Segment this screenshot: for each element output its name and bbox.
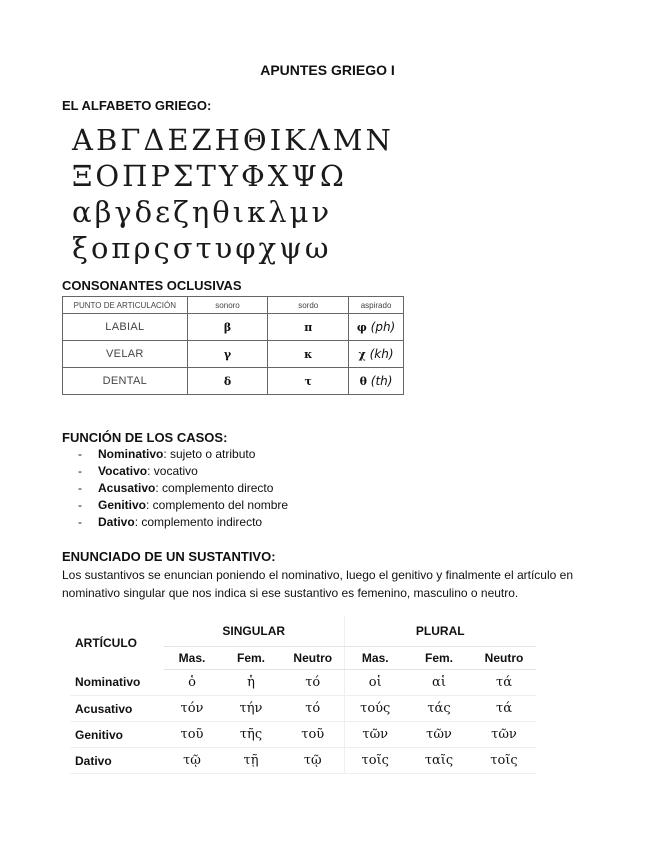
- article-table: [70, 616, 536, 774]
- article-form: τόν: [164, 696, 220, 722]
- case-name: Acusativo: [98, 481, 156, 495]
- plural-header: PLURAL: [344, 616, 536, 647]
- table-row: [70, 670, 536, 696]
- article-label: ARTÍCULO: [75, 635, 137, 650]
- article-form: τό: [282, 696, 344, 722]
- gender-header: Neutro: [282, 647, 344, 670]
- sordo-cell: τ: [268, 368, 349, 395]
- header-cell: PUNTO DE ARTICULACIÓN: [63, 297, 188, 314]
- case-label: Genitivo: [70, 722, 164, 748]
- article-form: τοῦ: [282, 722, 344, 748]
- case-description: : complemento indirecto: [134, 515, 263, 529]
- transliteration: (ph): [370, 320, 396, 334]
- article-form: τούς: [344, 696, 406, 722]
- list-item: - Vocativo: vocativo: [78, 464, 198, 478]
- table-row: [63, 341, 404, 368]
- aspirado-letter: φ: [356, 321, 367, 334]
- article-form: τοῖς: [472, 748, 536, 774]
- article-form: τοῖς: [344, 748, 406, 774]
- table-row: [63, 368, 404, 395]
- gender-header: Mas.: [344, 647, 406, 670]
- noun-paragraph: Los sustantivos se enuncian poniendo el nominativo, luego el genitivo y finalmente el artículo en nominativo singular que nos indica si ese sustantivo es femenino, masculino o neutro.: [62, 568, 573, 600]
- list-item: - Dativo: complemento indirecto: [78, 515, 263, 529]
- article-form: ταῖς: [406, 748, 472, 774]
- alphabet-uppercase-line-1: ΑΒΓΔΕΖΗΘΙΚΛΜΝ: [72, 123, 394, 157]
- case-name: Nominativo: [98, 447, 164, 461]
- list-item: - Nominativo: sujeto o atributo: [78, 447, 256, 461]
- list-item: - Genitivo: complemento del nombre: [78, 498, 289, 512]
- case-label: Acusativo: [70, 696, 164, 722]
- article-form: τῶν: [406, 722, 472, 748]
- consonants-header-row: [63, 297, 404, 314]
- case-description: : complemento directo: [155, 481, 274, 495]
- article-form: τῆς: [220, 722, 282, 748]
- list-item: - Acusativo: complemento directo: [78, 481, 274, 495]
- article-form: τῷ: [164, 748, 220, 774]
- case-description: : sujeto o atributo: [163, 447, 256, 461]
- table-row: [70, 748, 536, 774]
- header-cell: aspirado: [349, 297, 404, 314]
- article-form: τήν: [220, 696, 282, 722]
- case-name: Genitivo: [98, 498, 147, 512]
- table-row: [70, 722, 536, 748]
- cases-list: [64, 446, 288, 531]
- case-name: Dativo: [98, 515, 135, 529]
- aspirado-cell: [349, 341, 404, 368]
- sonoro-cell: γ: [187, 341, 268, 368]
- article-form: τῶν: [344, 722, 406, 748]
- consonants-heading: CONSONANTES OCLUSIVAS: [62, 278, 242, 293]
- header-cell: sordo: [268, 297, 349, 314]
- row-label: VELAR: [63, 341, 188, 368]
- alphabet-lowercase-line-1: αβγδεζηθικλμν: [72, 195, 333, 229]
- gender-header: Fem.: [220, 647, 282, 670]
- article-form: τά: [472, 670, 536, 696]
- row-label: LABIAL: [63, 314, 188, 341]
- case-name: Vocativo: [98, 464, 148, 478]
- singular-header: SINGULAR: [164, 616, 344, 647]
- article-form: τῷ: [282, 748, 344, 774]
- article-form: τό: [282, 670, 344, 696]
- transliteration: (kh): [369, 347, 394, 361]
- article-form: τάς: [406, 696, 472, 722]
- sonoro-cell: β: [187, 314, 268, 341]
- article-form: τοῦ: [164, 722, 220, 748]
- gender-header: Neutro: [472, 647, 536, 670]
- row-label: DENTAL: [63, 368, 188, 395]
- gender-header: Mas.: [164, 647, 220, 670]
- cases-heading: FUNCIÓN DE LOS CASOS:: [62, 430, 228, 445]
- article-form: τῇ: [220, 748, 282, 774]
- consonants-table: [62, 296, 404, 395]
- header-cell: sonoro: [187, 297, 268, 314]
- article-form: τά: [472, 696, 536, 722]
- aspirado-letter: χ: [358, 348, 366, 361]
- article-form: οἱ: [344, 670, 406, 696]
- sordo-cell: κ: [268, 341, 349, 368]
- table-row: [70, 696, 536, 722]
- article-form: ἡ: [220, 670, 282, 696]
- article-header-row: [70, 616, 536, 647]
- table-row: [63, 314, 404, 341]
- article-form: ὁ: [164, 670, 220, 696]
- aspirado-cell: [349, 368, 404, 395]
- aspirado-letter: θ: [359, 375, 367, 388]
- page-title: APUNTES GRIEGO I: [260, 62, 395, 78]
- alphabet-heading: EL ALFABETO GRIEGO:: [62, 98, 212, 113]
- gender-header: Fem.: [406, 647, 472, 670]
- transliteration: (th): [370, 374, 393, 388]
- case-description: : vocativo: [147, 464, 198, 478]
- sonoro-cell: δ: [187, 368, 268, 395]
- case-description: : complemento del nombre: [146, 498, 289, 512]
- case-label: Nominativo: [70, 670, 164, 696]
- sordo-cell: π: [268, 314, 349, 341]
- article-form: αἱ: [406, 670, 472, 696]
- case-label: Dativo: [70, 748, 164, 774]
- aspirado-cell: [349, 314, 404, 341]
- article-form: τῶν: [472, 722, 536, 748]
- noun-heading: ENUNCIADO DE UN SUSTANTIVO:: [62, 549, 276, 564]
- alphabet-uppercase-line-2: ΞΟΠΡΣΤΥΦΧΨΩ: [72, 159, 347, 193]
- alphabet-lowercase-line-2: ξοπρςστυφχψω: [72, 231, 332, 265]
